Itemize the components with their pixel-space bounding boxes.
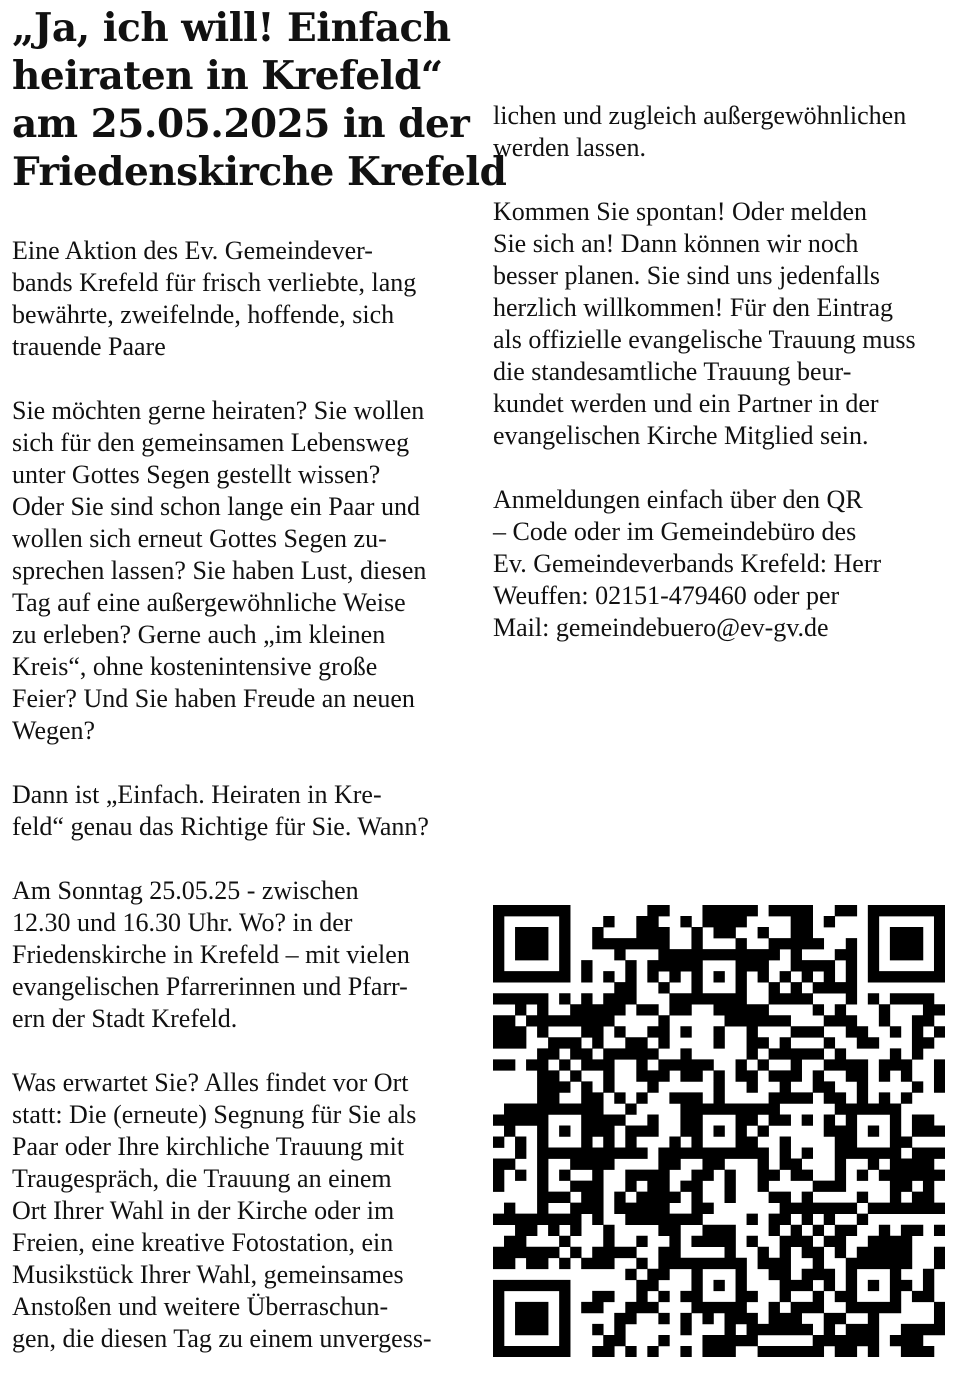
invitation-paragraph [493,196,953,452]
intro-paragraph [12,235,472,363]
text-line: Kreis“, ohne kostenintensive große [12,652,378,681]
text-line: 12.30 und 16.30 Uhr. Wo? in der [12,908,353,937]
text-line: Sie sich an! Dann können wir noch [493,229,859,258]
text-line: lichen und zugleich außergewöhnlichen [493,101,907,130]
continuation-paragraph [493,100,953,164]
text-line: trauende Paare [12,332,166,361]
expectations-paragraph [12,1067,472,1355]
text-line: Anmeldungen einfach über den QR [493,485,863,514]
headline-line: heiraten in Krefeld“ [12,53,443,99]
questions-paragraph [12,395,472,747]
text-line: Am Sonntag 25.05.25 - zwischen [12,876,359,905]
headline-line: am 25.05.2025 in der [12,101,470,147]
text-line: feld“ genau das Richtige für Sie. Wann? [12,812,429,841]
text-line: herzlich willkommen! Für den Eintrag [493,293,894,322]
text-line: Ev. Gemeindeverbands Krefeld: Herr [493,549,882,578]
text-line: Musikstück Ihrer Wahl, gemeinsames [12,1260,404,1289]
text-line: Freien, eine kreative Fotostation, ein [12,1228,394,1257]
text-line: bewährte, zweifelnde, hoffende, sich [12,300,395,329]
text-line: Wegen? [12,716,96,745]
text-line: Mail: gemeindebuero@ev-gv.de [493,613,829,642]
headline-line: „Ja, ich will! Einfach [12,5,451,51]
text-line: gen, die diesen Tag zu einem unvergess- [12,1324,432,1353]
qr-code-graphic [493,905,945,1357]
text-line: Ort Ihrer Wahl in der Kirche oder im [12,1196,395,1225]
text-line: evangelischen Pfarrerinnen und Pfarr- [12,972,408,1001]
registration-paragraph [493,484,953,644]
text-line: unter Gottes Segen gestellt wissen? [12,460,381,489]
text-line: Dann ist „Einfach. Heiraten in Kre- [12,780,382,809]
answer-paragraph [12,779,472,843]
text-line: Was erwartet Sie? Alles findet vor Ort [12,1068,409,1097]
text-line: bands Krefeld für frisch verliebte, lang [12,268,417,297]
headline-line: Friedenskirche Krefeld [12,149,507,195]
text-line: Eine Aktion des Ev. Gemeindever- [12,236,373,265]
text-line: statt: Die (erneute) Segnung für Sie als [12,1100,417,1129]
text-line: – Code oder im Gemeindebüro des [493,517,857,546]
text-line: Weuffen: 02151-479460 oder per [493,581,840,610]
text-line: evangelischen Kirche Mitglied sein. [493,421,869,450]
text-line: ern der Stadt Krefeld. [12,1004,238,1033]
right-column [493,100,953,676]
text-line: Sie möchten gerne heiraten? Sie wollen [12,396,425,425]
text-line: Feier? Und Sie haben Freude an neuen [12,684,415,713]
headline [12,4,507,196]
text-line: Traugespräch, die Trauung an einem [12,1164,392,1193]
text-line: besser planen. Sie sind uns jedenfalls [493,261,881,290]
text-line: Paar oder Ihre kirchliche Trauung mit [12,1132,405,1161]
text-line: Kommen Sie spontan! Oder melden [493,197,868,226]
text-line: sich für den gemeinsamen Lebensweg [12,428,410,457]
text-line: Oder Sie sind schon lange ein Paar und [12,492,420,521]
text-line: wollen sich erneut Gottes Segen zu- [12,524,387,553]
text-line: Anstoßen und weitere Überraschun- [12,1292,389,1321]
text-line: kundet werden und ein Partner in der [493,389,879,418]
qr-code-icon[interactable] [493,905,945,1357]
when-where-paragraph [12,875,472,1035]
text-line: zu erleben? Gerne auch „im kleinen [12,620,386,649]
text-line: sprechen lassen? Sie haben Lust, diesen [12,556,427,585]
text-line: Tag auf eine außergewöhnliche Weise [12,588,406,617]
text-line: Friedenskirche in Krefeld – mit vielen [12,940,410,969]
text-line: werden lassen. [493,133,647,162]
left-column [12,4,507,1387]
text-line: die standesamtliche Trauung beur- [493,357,852,386]
text-line: als offizielle evangelische Trauung muss [493,325,916,354]
